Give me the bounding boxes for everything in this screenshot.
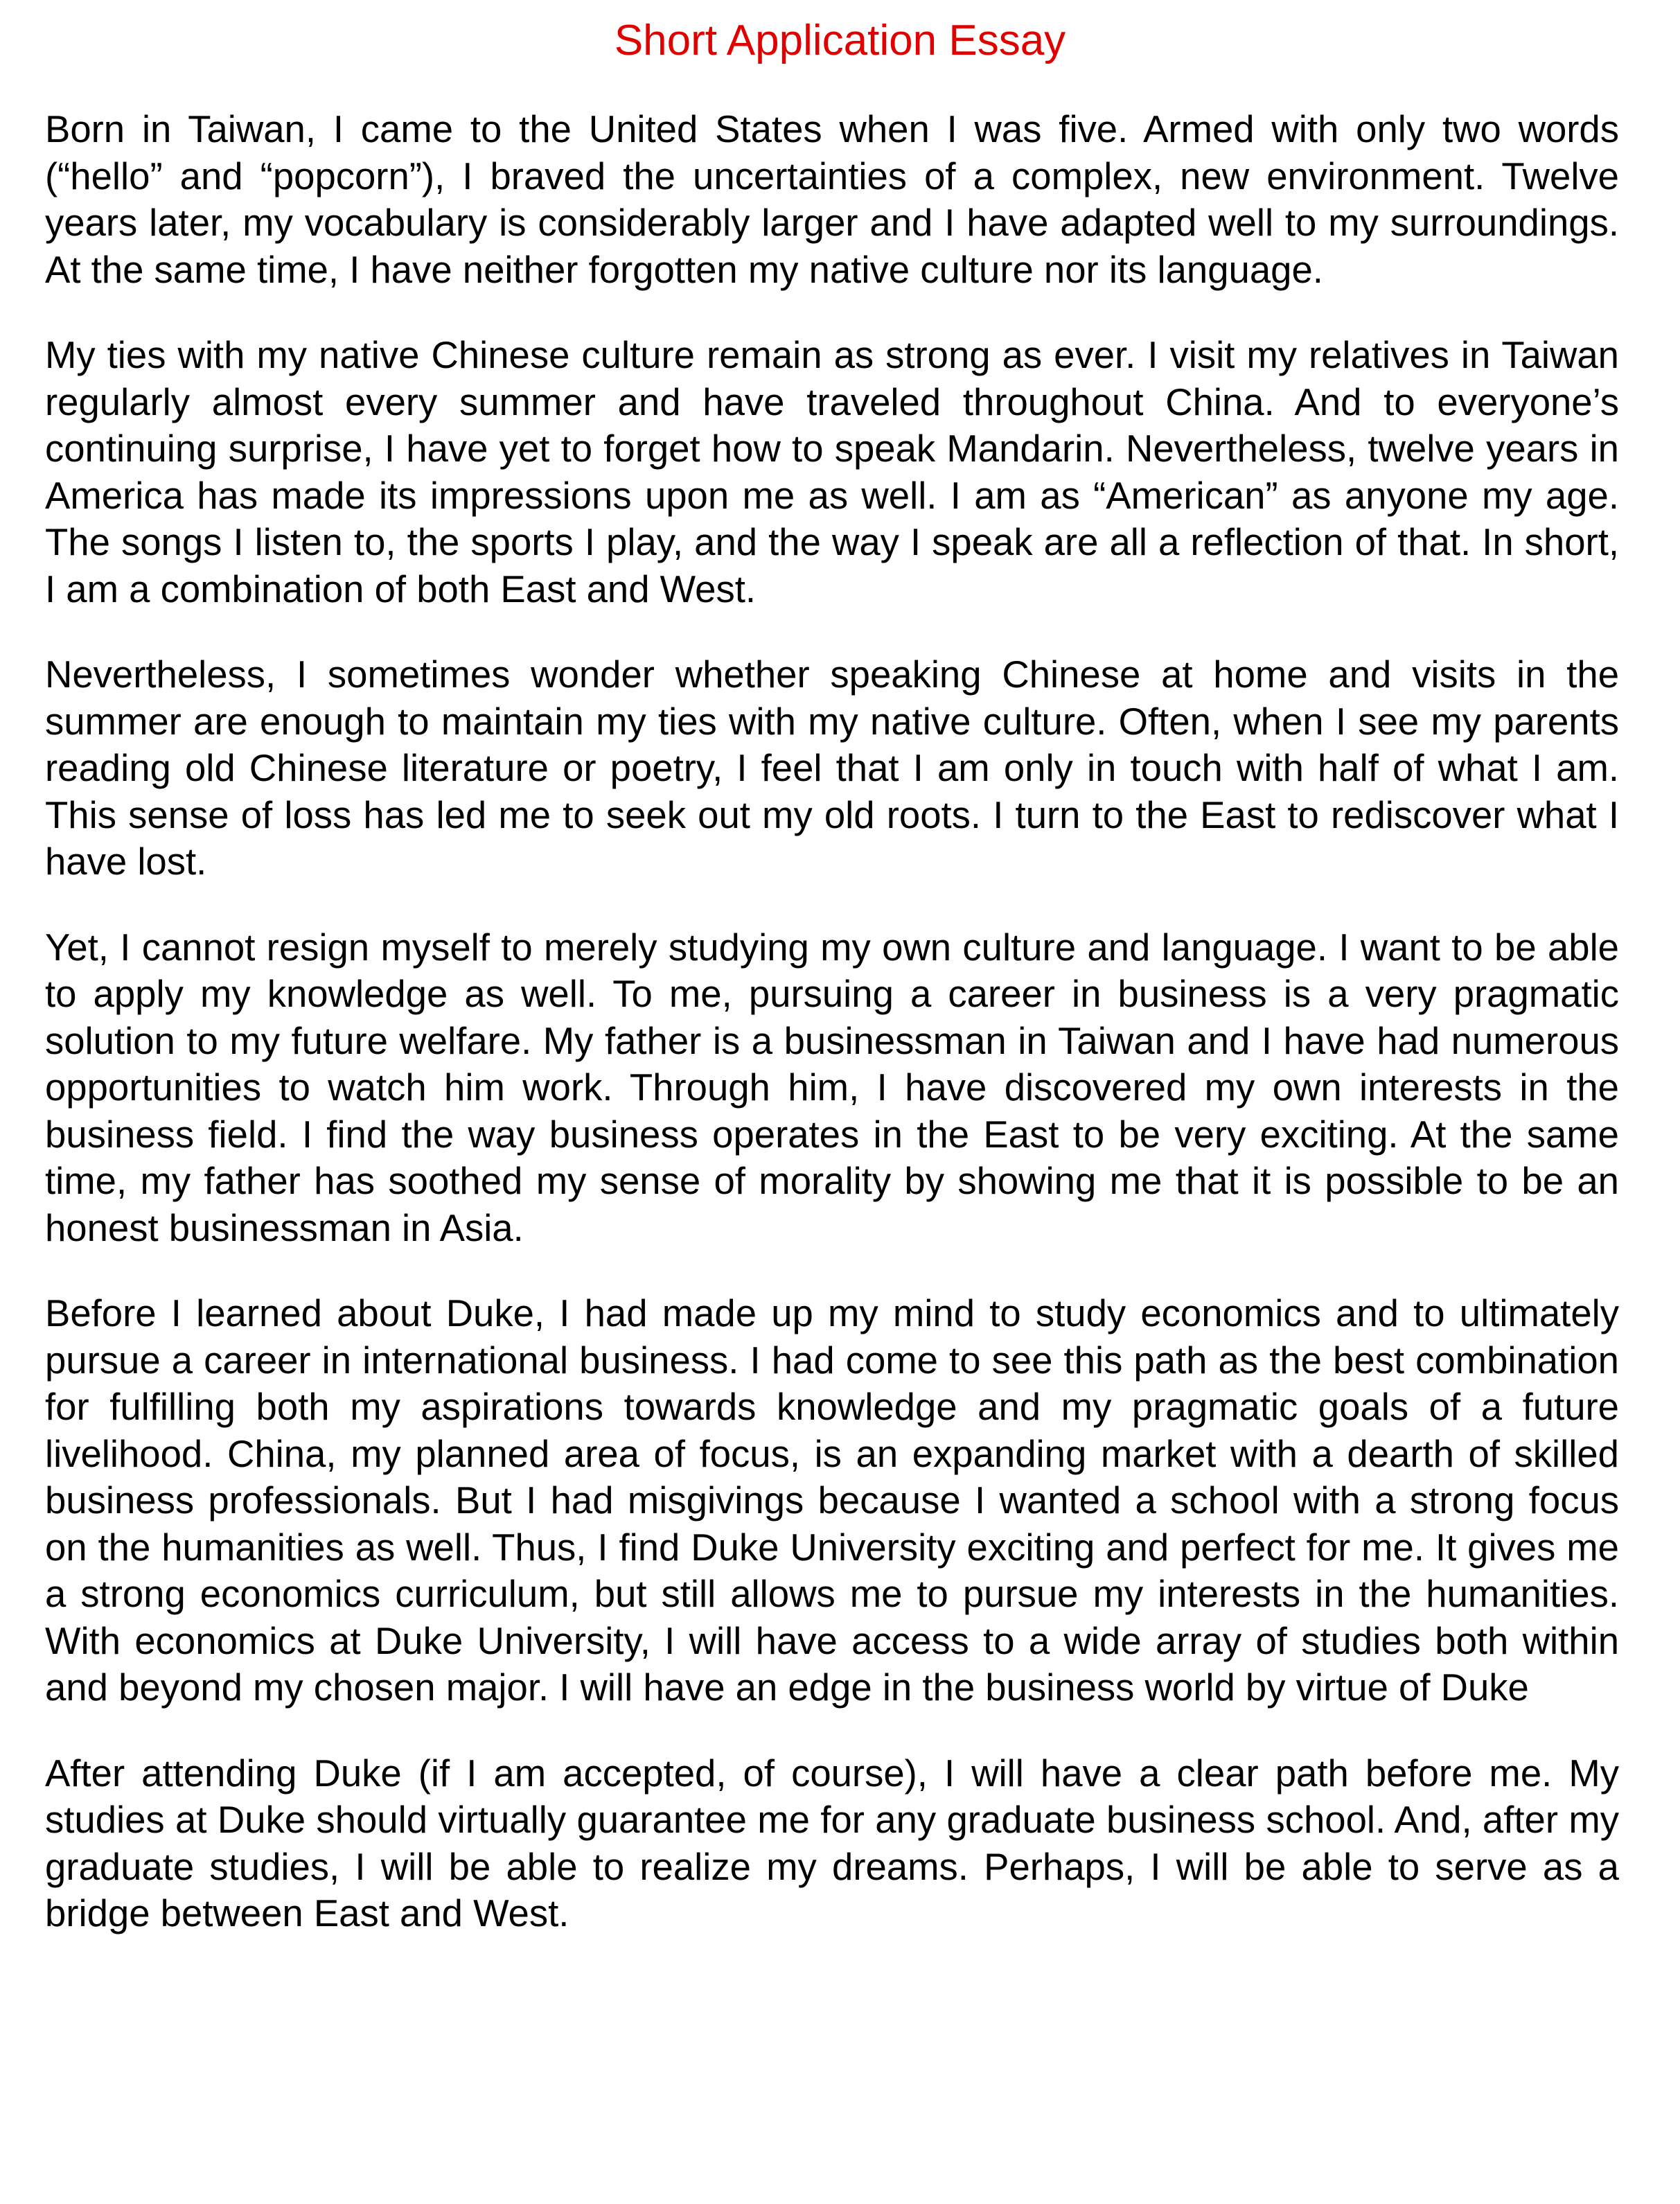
paragraph-1: Born in Taiwan, I came to the United States when I was five. Armed with only two words (“hello” and “popcorn”), I braved the uncertainties of a complex, new environment. Twelve years later, my vocabulary is considerably larger and I have adapted well to my surroundings. At the same time, I have neither forgotten my native culture nor its language. [45, 108, 1619, 291]
essay-title: Short Application Essay [614, 17, 1066, 64]
paragraph-5: Before I learned about Duke, I had made up my mind to study economics and to ultimately pursue a career in international business. I had come to see this path as the best combination for fulfilling both my aspirations towards knowledge and my pragmatic goals of a future livelihood. China, my planned area of focus, is an expanding market with a dearth of skilled business professionals. But I had misgivings because I wanted a school with a strong focus on the humanities as well. Thus, I find Duke University exciting and perfect for me. It gives me a strong economics curriculum, but still allows me to pursue my interests in the humanities. With economics at Duke University, I will have access to a wide array of studies both within and beyond my chosen major. I will have an edge in the business world by virtue of Duke [45, 1292, 1619, 1709]
paragraph-2: My ties with my native Chinese culture remain as strong as ever. I visit my relatives in Taiwan regularly almost every summer and have traveled throughout China. And to everyone’s continuing surprise, I have yet to forget how to speak Mandarin. Nevertheless, twelve years in America has made its impressions upon me as well. I am as “American” as anyone my age. The songs I listen to, the sports I play, and the way I speak are all a reflection of that. In short, I am a combination of both East and West. [45, 334, 1619, 610]
paragraph-6: After attending Duke (if I am accepted, of course), I will have a clear path before me. My studies at Duke should virtually guarantee me for any graduate business school. And, after my graduate studies, I will be able to realize my dreams. Perhaps, I will be able to serve as a bridge between East and West. [45, 1752, 1619, 1934]
paragraph-3: Nevertheless, I sometimes wonder whether speaking Chinese at home and visits in the summer are enough to maintain my ties with my native culture. Often, when I see my parents reading old Chinese literature or poetry, I feel that I am only in touch with half of what I am. This sense of loss has led me to seek out my old roots. I turn to the East to rediscover what I have lost. [45, 653, 1619, 883]
essay-body [45, 106, 1619, 1976]
paragraph-4: Yet, I cannot resign myself to merely studying my own culture and language. I want to be able to apply my knowledge as well. To me, pursuing a career in business is a very pragmatic solution to my future welfare. My father is a businessman in Taiwan and I have had numerous opportunities to watch him work. Through him, I have discovered my own interests in the business field. I find the way business operates in the East to be very exciting. At the same time, my father has soothed my sense of morality by showing me that it is possible to be an honest businessman in Asia. [45, 926, 1619, 1249]
